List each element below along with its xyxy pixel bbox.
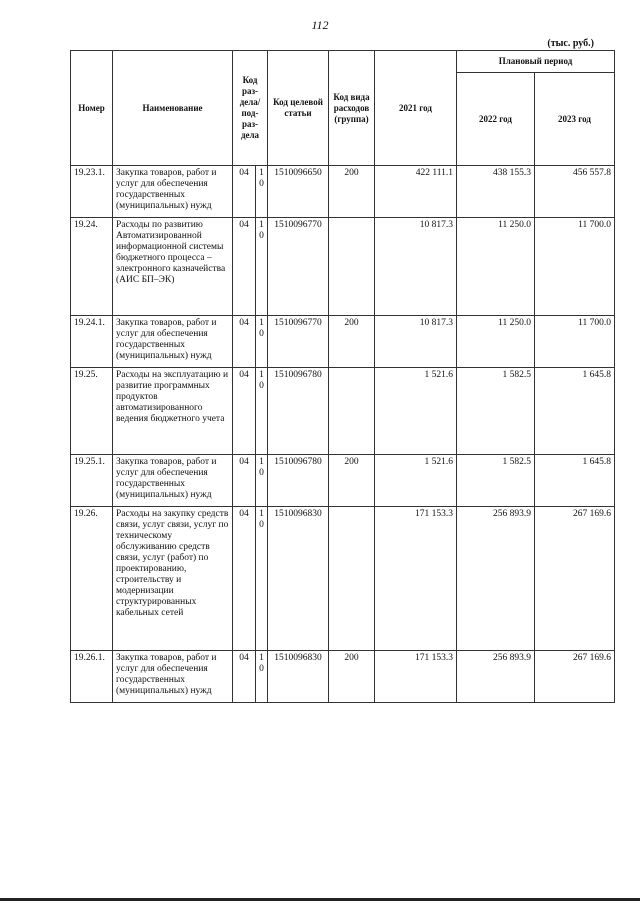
- row-2022: 11 250.0: [457, 218, 535, 316]
- row-2021: 10 817.3: [375, 316, 457, 368]
- table-body: [71, 166, 615, 703]
- row-expense: 200: [329, 651, 375, 703]
- row-name: Расходы на закупку средств связи, услуг связи, услуг по техническому обслуживанию средств связи, услуг (работ) по проектированию, строительству и модернизации структурированных кабельных сетей: [113, 507, 233, 651]
- row-target: 1510096830: [268, 651, 329, 703]
- row-subsection: 10: [256, 507, 268, 651]
- table-row: [71, 166, 615, 218]
- row-number: 19.26.1.: [71, 651, 113, 703]
- row-name: Расходы по развитию Автоматизированной информационной системы бюджетного процесса – электронного казначейства (АИС БП–ЭК): [113, 218, 233, 316]
- row-target: 1510096770: [268, 218, 329, 316]
- header-year-2022: 2022 год: [457, 73, 535, 166]
- row-2022: 256 893.9: [457, 507, 535, 651]
- header-target-code: Код целевой статьи: [268, 51, 329, 166]
- row-2022: 1 582.5: [457, 368, 535, 455]
- scan-bottom-edge: [0, 898, 640, 901]
- row-number: 19.25.: [71, 368, 113, 455]
- row-2021: 171 153.3: [375, 651, 457, 703]
- row-2022: 1 582.5: [457, 455, 535, 507]
- row-2023: 267 169.6: [535, 651, 615, 703]
- row-name: Закупка товаров, работ и услуг для обеспечения государственных (муниципальных) нужд: [113, 316, 233, 368]
- row-section: 04: [233, 316, 256, 368]
- row-number: 19.26.: [71, 507, 113, 651]
- row-expense: [329, 368, 375, 455]
- row-section: 04: [233, 368, 256, 455]
- row-name: Расходы на эксплуатацию и развитие программных продуктов автоматизированного ведения бюджетного учета: [113, 368, 233, 455]
- table-row: [71, 316, 615, 368]
- row-2022: 256 893.9: [457, 651, 535, 703]
- row-target: 1510096830: [268, 507, 329, 651]
- row-expense: [329, 218, 375, 316]
- table-row: [71, 651, 615, 703]
- row-2023: 267 169.6: [535, 507, 615, 651]
- row-subsection: 10: [256, 368, 268, 455]
- page-number: 112: [311, 18, 329, 32]
- row-section: 04: [233, 455, 256, 507]
- row-number: 19.25.1.: [71, 455, 113, 507]
- budget-table: [70, 50, 615, 703]
- row-expense: [329, 507, 375, 651]
- header-name: Наименование: [113, 51, 233, 166]
- row-2021: 1 521.6: [375, 368, 457, 455]
- header-expense-code: Код вида расходов (группа): [329, 51, 375, 166]
- row-target: 1510096780: [268, 368, 329, 455]
- row-section: 04: [233, 651, 256, 703]
- row-target: 1510096770: [268, 316, 329, 368]
- row-number: 19.24.1.: [71, 316, 113, 368]
- row-expense: 200: [329, 316, 375, 368]
- row-expense: 200: [329, 166, 375, 218]
- row-subsection: 10: [256, 316, 268, 368]
- row-2021: 10 817.3: [375, 218, 457, 316]
- row-2023: 11 700.0: [535, 218, 615, 316]
- header-year-2023: 2023 год: [535, 73, 615, 166]
- row-2022: 438 155.3: [457, 166, 535, 218]
- row-name: Закупка товаров, работ и услуг для обеспечения государственных (муниципальных) нужд: [113, 166, 233, 218]
- row-name: Закупка товаров, работ и услуг для обеспечения государственных (муниципальных) нужд: [113, 455, 233, 507]
- table-row: [71, 368, 615, 455]
- row-target: 1510096650: [268, 166, 329, 218]
- header-year-2021: 2021 год: [375, 51, 457, 166]
- row-section: 04: [233, 218, 256, 316]
- row-subsection: 10: [256, 166, 268, 218]
- row-name: Закупка товаров, работ и услуг для обеспечения государственных (муниципальных) нужд: [113, 651, 233, 703]
- row-2023: 1 645.8: [535, 368, 615, 455]
- table-row: [71, 507, 615, 651]
- table-row: [71, 218, 615, 316]
- row-number: 19.24.: [71, 218, 113, 316]
- row-subsection: 10: [256, 651, 268, 703]
- header-section-code: Код раз-дела/ под-раз-дела: [233, 51, 268, 166]
- row-subsection: 10: [256, 455, 268, 507]
- row-2023: 11 700.0: [535, 316, 615, 368]
- row-expense: 200: [329, 455, 375, 507]
- row-2023: 456 557.8: [535, 166, 615, 218]
- row-subsection: 10: [256, 218, 268, 316]
- row-section: 04: [233, 507, 256, 651]
- units-label: (тыс. руб.): [547, 38, 594, 49]
- row-section: 04: [233, 166, 256, 218]
- row-target: 1510096780: [268, 455, 329, 507]
- row-2021: 1 521.6: [375, 455, 457, 507]
- row-2023: 1 645.8: [535, 455, 615, 507]
- table-row: [71, 455, 615, 507]
- row-number: 19.23.1.: [71, 166, 113, 218]
- row-2021: 171 153.3: [375, 507, 457, 651]
- row-2022: 11 250.0: [457, 316, 535, 368]
- header-planned-period: Плановый период: [457, 51, 615, 73]
- header-number: Номер: [71, 51, 113, 166]
- row-2021: 422 111.1: [375, 166, 457, 218]
